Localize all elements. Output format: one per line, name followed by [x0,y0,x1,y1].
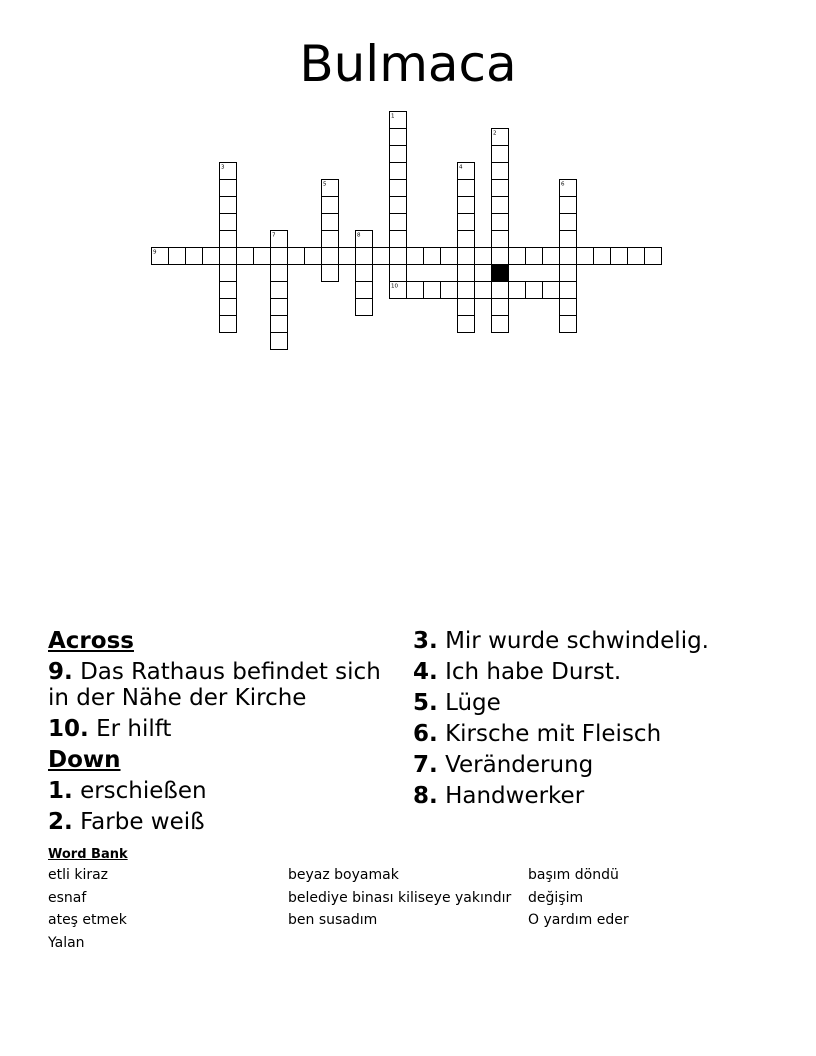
word-bank [48,846,768,954]
across-heading: Across [48,628,134,654]
word-bank-item: etli kiraz [48,867,109,883]
grid-cell[interactable] [543,248,560,265]
clues-section [48,628,768,848]
clue-down-7 [413,752,768,778]
word-bank-title: Word Bank [48,847,128,862]
grid-cell[interactable] [560,231,577,248]
grid-cell[interactable] [322,231,339,248]
grid-cell[interactable] [509,248,526,265]
clue-text: Handwerker [445,783,585,809]
grid-cell[interactable] [492,231,509,248]
grid-cell[interactable] [322,214,339,231]
grid-cell[interactable] [390,180,407,197]
grid-cell[interactable] [492,248,509,265]
grid-cell[interactable] [441,248,458,265]
grid-cell[interactable] [220,265,237,282]
grid-cell[interactable] [628,248,645,265]
clue-number: 7. [413,752,438,778]
grid-cell[interactable] [220,180,237,197]
grid-cell[interactable] [271,316,288,333]
clue-text: Das Rathaus befindet sich in der Nähe der Kirche [48,659,381,711]
grid-cell[interactable] [509,282,526,299]
clue-text: Ich habe Durst. [445,659,622,685]
grid-cell[interactable] [492,180,509,197]
clue-number-label: 2 [493,130,497,137]
clue-down-8 [413,783,768,809]
clue-number: 8. [413,783,438,809]
grid-cell[interactable] [577,248,594,265]
grid-cell[interactable] [492,163,509,180]
grid-cell[interactable] [356,299,373,316]
grid-cell[interactable] [458,316,475,333]
grid-cell[interactable] [407,248,424,265]
crossword-grid [0,0,816,360]
grid-cell[interactable] [492,282,509,299]
grid-cell[interactable] [390,231,407,248]
grid-cell[interactable] [390,146,407,163]
page-title: Bulmaca [299,35,517,93]
clue-number: 1. [48,778,73,804]
clue-text: Mir wurde schwindelig. [445,628,709,654]
grid-cell[interactable] [458,214,475,231]
grid-cell[interactable] [322,197,339,214]
grid-cell[interactable] [390,197,407,214]
grid-cell[interactable] [339,248,356,265]
grid-cell[interactable] [271,299,288,316]
word-bank-items [48,864,768,954]
grid-cell[interactable] [271,265,288,282]
clues-right-column [413,628,768,814]
clue-number: 4. [413,659,438,685]
grid-cell[interactable] [424,248,441,265]
clue-down-5 [413,690,768,716]
clue-number: 3. [413,628,438,654]
grid-cell[interactable] [373,248,390,265]
grid-cell[interactable] [492,299,509,316]
word-bank-item: O yardım eder [528,912,629,928]
word-bank-item: Yalan [48,934,85,951]
clue-number: 6. [413,721,438,747]
clue-text: Er hilft [96,716,172,742]
grid-cell[interactable] [220,299,237,316]
grid-cell[interactable] [543,282,560,299]
grid-cell[interactable] [458,299,475,316]
grid-cell[interactable] [220,316,237,333]
grid-cell[interactable] [390,248,407,265]
clue-number: 10. [48,716,89,742]
clue-across-10 [48,716,388,742]
grid-cell[interactable] [441,282,458,299]
grid-cell[interactable] [526,248,543,265]
clue-number: 2. [48,809,73,835]
clues-left-column [48,628,388,840]
grid-cell[interactable] [356,248,373,265]
grid-cell[interactable] [220,214,237,231]
grid-cell[interactable] [203,248,220,265]
clue-number-label: 5 [323,181,327,188]
grid-cell[interactable] [458,231,475,248]
grid-cell[interactable] [390,163,407,180]
grid-cell[interactable] [560,265,577,282]
grid-cell[interactable] [407,282,424,299]
grid-cell[interactable] [169,248,186,265]
clue-down-4 [413,659,768,685]
grid-cell[interactable] [220,282,237,299]
clue-text: Lüge [445,690,501,716]
grid-cell[interactable] [271,282,288,299]
grid-cell[interactable] [390,214,407,231]
grid-cell[interactable] [271,248,288,265]
clue-text: Kirsche mit Fleisch [445,721,662,747]
clue-text: erschießen [80,778,207,804]
grid-cell[interactable] [390,265,407,282]
grid-cell[interactable] [458,248,475,265]
grid-block-cell [492,265,509,282]
clue-number: 5. [413,690,438,716]
grid-cell[interactable] [271,333,288,350]
clue-text: Farbe weiß [80,809,205,835]
clue-text: Veränderung [445,752,594,778]
clue-number-label: 3 [221,164,225,171]
word-bank-item: değişim [528,889,584,906]
grid-cell[interactable] [424,282,441,299]
grid-cell[interactable] [458,265,475,282]
grid-cell[interactable] [322,265,339,282]
word-bank-item: ateş etmek [48,912,127,928]
grid-cell[interactable] [645,248,662,265]
grid-cell[interactable] [390,129,407,146]
grid-cell[interactable] [254,248,271,265]
grid-cell[interactable] [186,248,203,265]
word-bank-item: ben susadım [288,912,378,928]
clue-number-label: 9 [153,249,157,256]
grid-cell[interactable] [322,248,339,265]
grid-cell[interactable] [560,248,577,265]
clue-number-label: 10 [391,283,398,290]
grid-cell[interactable] [492,214,509,231]
grid-cell[interactable] [475,282,492,299]
grid-cell[interactable] [458,197,475,214]
grid-cell[interactable] [356,265,373,282]
grid-cell[interactable] [594,248,611,265]
word-bank-item: beyaz boyamak [288,867,399,883]
word-bank-item: başım döndü [528,867,619,883]
clue-number-label: 1 [391,113,395,120]
grid-cell[interactable] [220,197,237,214]
clue-number-label: 4 [459,164,463,171]
clue-number-label: 8 [357,232,361,239]
grid-cell[interactable] [560,282,577,299]
grid-cell[interactable] [492,146,509,163]
clue-down-2 [48,809,388,835]
grid-cell[interactable] [492,316,509,333]
word-bank-item: belediye binası kiliseye yakındır [288,889,512,906]
grid-cell[interactable] [475,248,492,265]
grid-cell[interactable] [560,197,577,214]
grid-cell[interactable] [560,214,577,231]
clue-across-9 [48,659,388,711]
word-bank-item: esnaf [48,889,87,906]
clue-down-3 [413,628,768,654]
grid-cell[interactable] [458,180,475,197]
grid-cell[interactable] [611,248,628,265]
clue-number: 9. [48,659,73,685]
grid-cell[interactable] [526,282,543,299]
clue-number-label: 6 [561,181,565,188]
grid-cell[interactable] [305,248,322,265]
grid-cell[interactable] [237,248,254,265]
down-heading: Down [48,747,121,773]
clue-down-1 [48,778,388,804]
grid-cell[interactable] [220,248,237,265]
grid-cell[interactable] [458,282,475,299]
grid-cell[interactable] [356,282,373,299]
grid-cell[interactable] [560,299,577,316]
grid-cell[interactable] [560,316,577,333]
grid-cell[interactable] [288,248,305,265]
clue-down-6 [413,721,768,747]
grid-cell[interactable] [492,197,509,214]
grid-cell[interactable] [220,231,237,248]
clue-number-label: 7 [272,232,276,239]
